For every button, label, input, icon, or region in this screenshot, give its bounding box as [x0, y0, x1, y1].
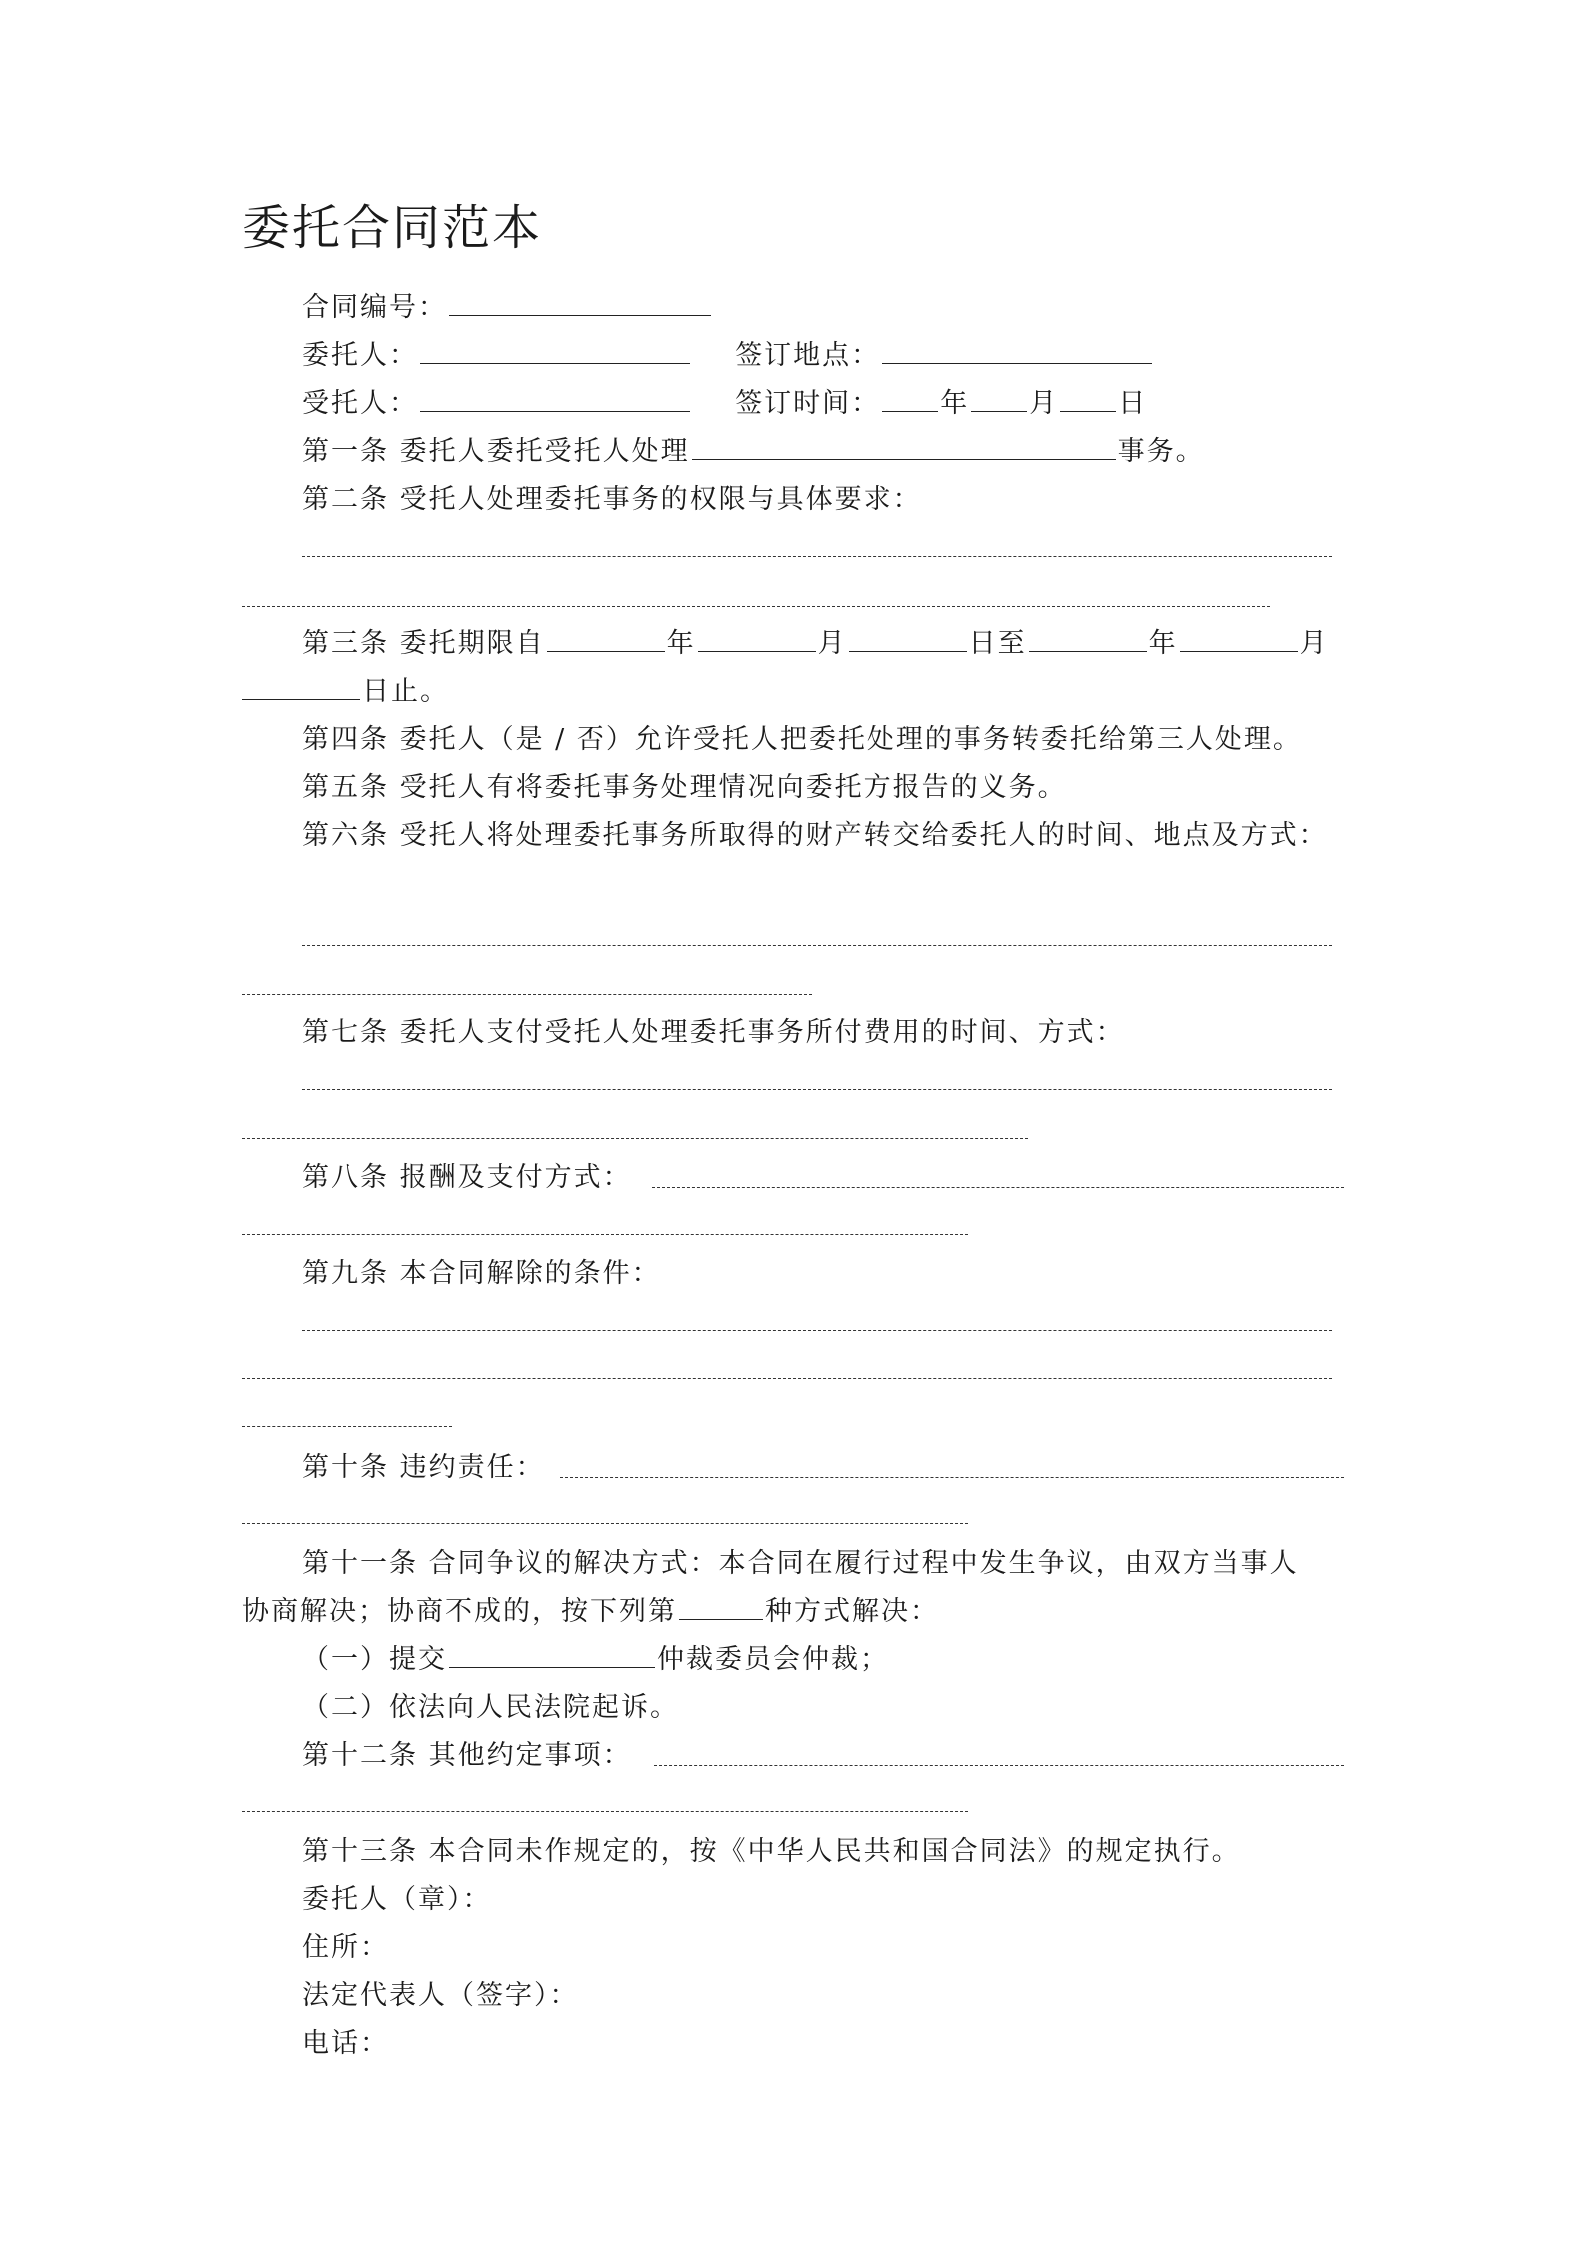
- dispute-option-blank[interactable]: [679, 1618, 763, 1620]
- article-8-fill-line[interactable]: [242, 1234, 968, 1235]
- address-field: 住所：: [302, 1932, 389, 1963]
- article-3-end: 日止。: [362, 676, 449, 707]
- year-label: 年: [940, 388, 970, 419]
- option-arbitration: [302, 1642, 889, 1678]
- article-7-fill-line[interactable]: [242, 1138, 1028, 1139]
- agent-blank[interactable]: [420, 410, 690, 412]
- article-11: 第十一条 合同争议的解决方式：本合同在履行过程中发生争议，由双方当事人: [302, 1548, 1299, 1579]
- article-3-text: 第三条 委托期限自: [302, 628, 545, 659]
- contract-number-line: [302, 290, 713, 326]
- year-label: 年: [1148, 628, 1178, 659]
- start-year-blank[interactable]: [547, 650, 665, 652]
- sign-place-blank[interactable]: [882, 362, 1152, 364]
- start-month-blank[interactable]: [698, 650, 816, 652]
- article-9-fill-line[interactable]: [302, 1330, 1332, 1331]
- end-month-blank[interactable]: [1180, 650, 1298, 652]
- article-7: 第七条 委托人支付受托人处理委托事务所付费用的时间、方式：: [302, 1017, 1125, 1048]
- end-day-blank[interactable]: [242, 698, 360, 700]
- article-1-text: 第一条 委托人委托受托人处理: [302, 436, 690, 467]
- sign-year-blank[interactable]: [882, 410, 938, 412]
- article-6-fill-line[interactable]: [242, 994, 812, 995]
- article-1: [302, 434, 1205, 470]
- principal-seal: 委托人（章）：: [302, 1884, 492, 1915]
- contract-number-label: 合同编号：: [302, 292, 447, 323]
- principal-line: [302, 338, 1154, 374]
- principal-label: 委托人：: [302, 340, 418, 371]
- article-9: 第九条 本合同解除的条件：: [302, 1258, 661, 1289]
- article-2-fill-line[interactable]: [302, 556, 1332, 557]
- article-3: [302, 626, 1329, 662]
- article-3-cont: [242, 674, 449, 710]
- option-court: （二）依法向人民法院起诉。: [302, 1692, 679, 1723]
- article-10-fill-line[interactable]: [242, 1523, 968, 1524]
- month-label: 月: [1299, 628, 1329, 659]
- option-1-text: （一）提交: [302, 1644, 447, 1675]
- option-1-suffix: 仲裁委员会仲裁；: [657, 1644, 889, 1675]
- article-4: 第四条 委托人（是 / 否）允许受托人把委托处理的事务转委托给第三人处理。: [302, 724, 1302, 755]
- article-12: 第十二条 其他约定事项：: [302, 1740, 632, 1771]
- article-9-fill-line[interactable]: [242, 1378, 1332, 1379]
- sign-month-blank[interactable]: [971, 410, 1027, 412]
- article-12-fill-line[interactable]: [242, 1811, 968, 1812]
- sign-day-blank[interactable]: [1060, 410, 1116, 412]
- sign-place-label: 签订地点：: [735, 340, 881, 371]
- article-11-text: 协商解决；协商不成的，按下列第: [242, 1596, 677, 1627]
- article-13: 第十三条 本合同未作规定的，按《中华人民共和国合同法》的规定执行。: [302, 1836, 1241, 1867]
- day-label: 日: [1118, 388, 1148, 419]
- article-8-fill-line[interactable]: [652, 1187, 1344, 1188]
- legal-rep-signature: 法定代表人（签字）：: [302, 1980, 579, 2011]
- article-11-suffix: 种方式解决：: [765, 1596, 939, 1627]
- article-1-suffix: 事务。: [1117, 436, 1205, 467]
- article-6: 第六条 受托人将处理委托事务所取得的财产转交给委托人的时间、地点及方式：: [302, 820, 1328, 851]
- month-label: 月: [817, 628, 847, 659]
- article-5: 第五条 受托人有将委托事务处理情况向委托方报告的义务。: [302, 772, 1067, 803]
- sign-time-label: 签订时间：: [735, 388, 881, 419]
- article-10-fill-line[interactable]: [560, 1477, 1344, 1478]
- end-year-blank[interactable]: [1029, 650, 1147, 652]
- article-2: 第二条 受托人处理委托事务的权限与具体要求：: [302, 484, 922, 515]
- article-7-fill-line[interactable]: [302, 1089, 1332, 1090]
- article-6-fill-line[interactable]: [302, 945, 1332, 946]
- month-label: 月: [1029, 388, 1059, 419]
- article-2-fill-line[interactable]: [242, 606, 1270, 607]
- article-1-blank[interactable]: [692, 458, 1116, 460]
- document-title: 委托合同范本: [242, 200, 543, 256]
- article-9-fill-line[interactable]: [242, 1426, 452, 1427]
- article-11-cont: [242, 1594, 939, 1630]
- agent-line: [302, 386, 1147, 422]
- article-12-fill-line[interactable]: [654, 1765, 1344, 1766]
- arbitration-committee-blank[interactable]: [449, 1666, 655, 1668]
- phone-field: 电话：: [302, 2028, 389, 2059]
- principal-blank[interactable]: [420, 362, 690, 364]
- article-10: 第十条 违约责任：: [302, 1452, 545, 1483]
- article-8: 第八条 报酬及支付方式：: [302, 1162, 632, 1193]
- agent-label: 受托人：: [302, 388, 418, 419]
- day-to-label: 日至: [968, 628, 1027, 659]
- year-label: 年: [666, 628, 696, 659]
- start-day-blank[interactable]: [849, 650, 967, 652]
- contract-number-blank[interactable]: [449, 314, 711, 316]
